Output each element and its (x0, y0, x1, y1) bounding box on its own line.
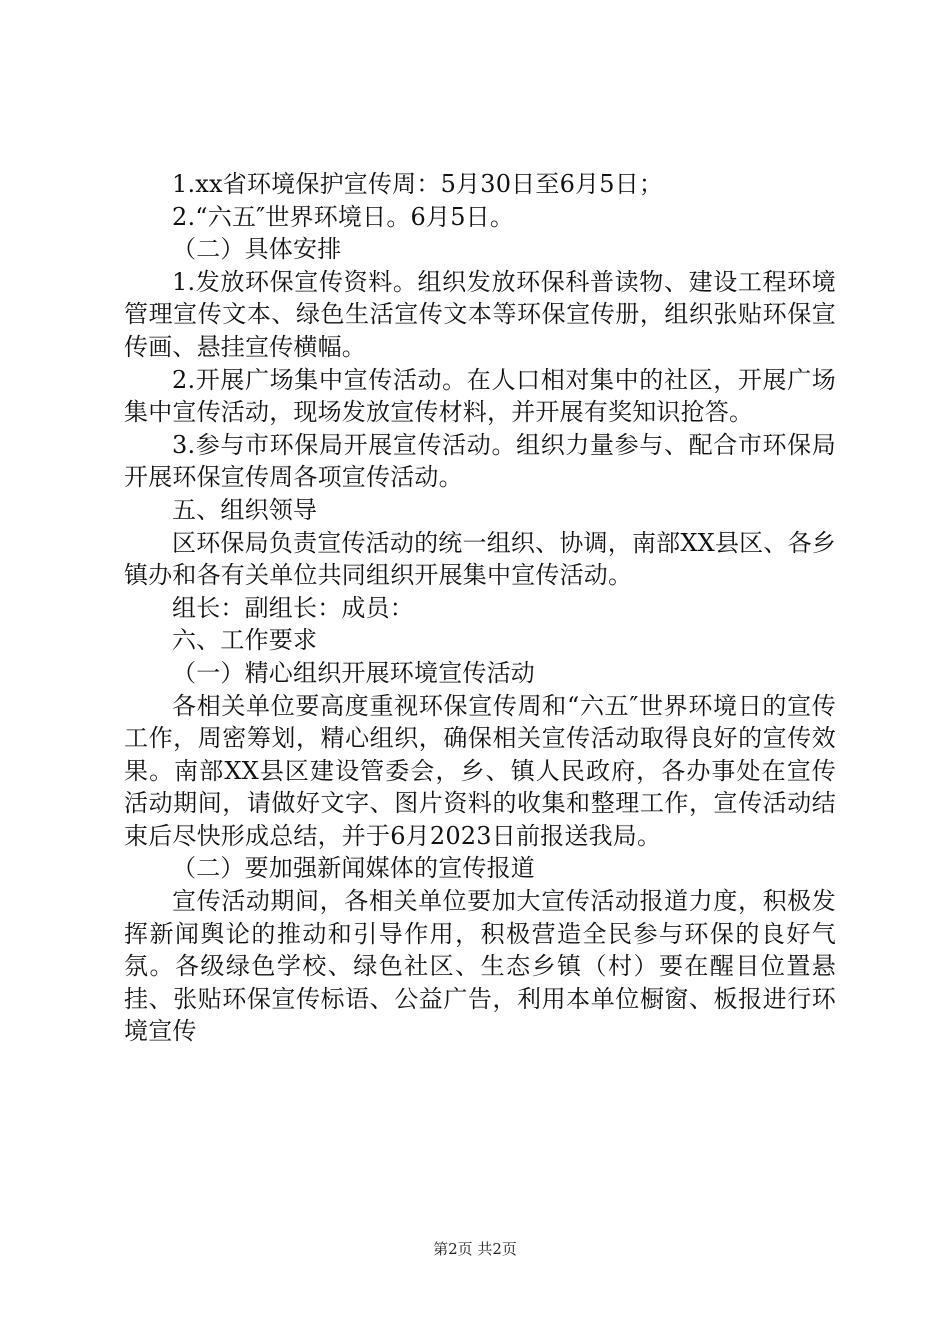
paragraph-6: 3.参与市环保局开展宣传活动。组织力量参与、配合市环保局开展环保宣传周各项宣传活动。 (124, 430, 836, 492)
paragraph-9: 组长：副组长：成员： (172, 593, 414, 622)
paragraph-3: （二）具体安排 (172, 235, 342, 264)
paragraph-2: 2.“六五″世界环境日。6月5日。 (172, 202, 515, 231)
page-footer: 第2页 共2页 (433, 1240, 517, 1258)
paragraph-4: 1.发放环保宣传资料。组织发放环保科普读物、建设工程环境管理宣传文本、绿色生活宣传文本等环保宣传册，组织张贴环保宣传画、悬挂宣传横幅。 (124, 267, 836, 361)
paragraph-12: 各相关单位要高度重视环保宣传周和“六五″世界环境日的宣传工作，周密筹划，精心组织，确保相关宣传活动取得良好的宣传效果。南部XX县区建设管委会，乡、镇人民政府，各办事处在宣传活动期间，请做好文字、图片资料的收集和整理工作，宣传活动结束后尽快形成总结，并于6月2023日前报送我局。 (124, 691, 836, 850)
paragraph-10: 六、工作要求 (172, 626, 318, 655)
paragraph-13: （二）要加强新闻媒体的宣传报道 (172, 854, 535, 883)
paragraph-5: 2.开展广场集中宣传活动。在人口相对集中的社区，开展广场集中宣传活动，现场发放宣传材料，并开展有奖知识抢答。 (124, 365, 836, 427)
paragraph-11: （一）精心组织开展环境宣传活动 (172, 658, 535, 687)
paragraph-14: 宣传活动期间，各相关单位要加大宣传活动报道力度，积极发挥新闻舆论的推动和引导作用，积极营造全民参与环保的良好气氛。各级绿色学校、绿色社区、生态乡镇（村）要在醒目位置悬挂、张贴环保宣传标语、公益广告，利用本单位橱窗、板报进行环境宣传 (124, 887, 836, 1046)
paragraph-8: 区环保局负责宣传活动的统一组织、协调，南部XX县区、各乡镇办和各有关单位共同组织开展集中宣传活动。 (124, 528, 836, 590)
paragraph-7: 五、组织领导 (172, 495, 318, 524)
document-body (124, 168, 836, 1048)
paragraph-1: 1.xx省环境保护宣传周：5月30日至6月5日； (172, 170, 664, 198)
